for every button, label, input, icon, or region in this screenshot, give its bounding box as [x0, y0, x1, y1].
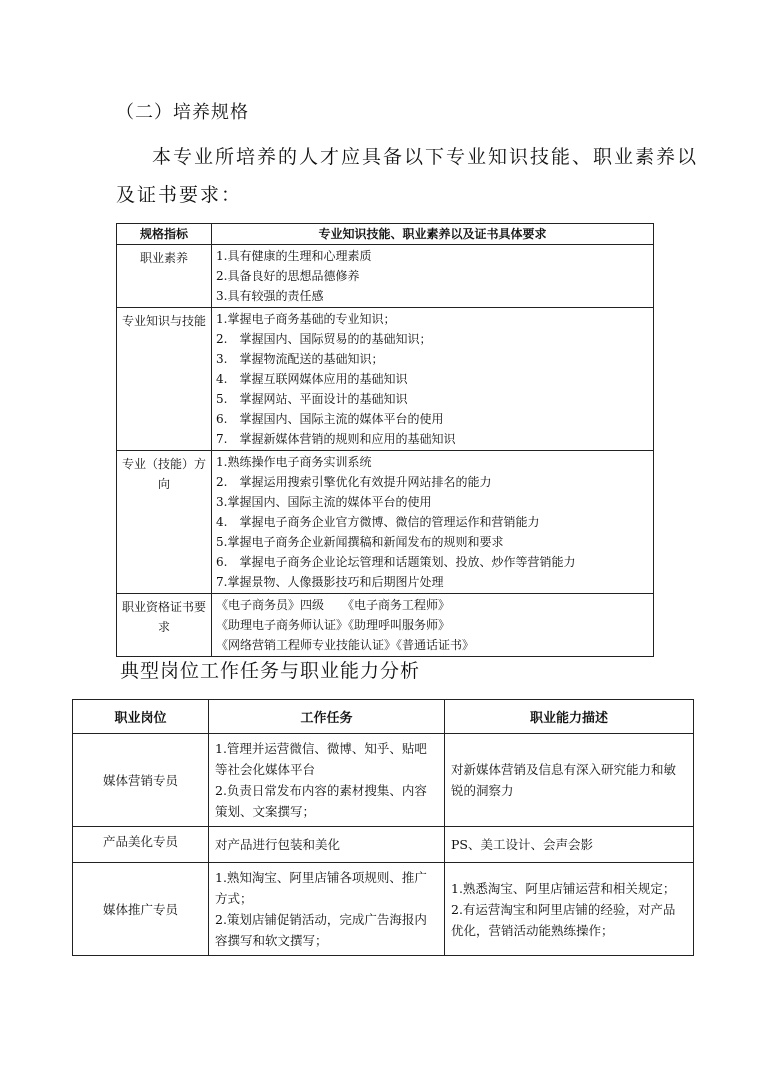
- post-cell: 媒体营销专员: [73, 734, 209, 827]
- list-item: 《电子商务员》四级 《电子商务工程师》: [216, 598, 451, 612]
- list-item: 1.掌握电子商务基础的专业知识；: [216, 312, 396, 326]
- list-item: 7. 掌握新媒体营销的规则和应用的基础知识: [216, 432, 456, 446]
- list-item: 6. 掌握国内、国际主流的媒体平台的使用: [216, 412, 444, 426]
- list-item: 4. 掌握电子商务企业官方微博、微信的管理运作和营销能力: [216, 515, 540, 529]
- task-cell: 1.管理并运营微信、微博、知乎、贴吧等社会化媒体平台 2.负责日常发布内容的素材搜集、内容策划、文案撰写；: [209, 734, 445, 827]
- row-items: [212, 594, 654, 657]
- table-row: [73, 863, 694, 956]
- list-item: 1.具有健康的生理和心理素质: [216, 249, 372, 263]
- post-cell: 媒体推广专员: [73, 863, 209, 956]
- table-row: [73, 734, 694, 827]
- row-category: 职业素养: [117, 245, 212, 308]
- list-item: 3.具有较强的责任感: [216, 289, 324, 303]
- row-items: [212, 451, 654, 594]
- header-spec-requirements: 专业知识技能、职业素养以及证书具体要求: [212, 224, 654, 245]
- ability-cell: PS、美工设计、会声会影: [445, 827, 694, 863]
- list-item: 1.熟练操作电子商务实训系统: [216, 455, 372, 469]
- row-category: 专业知识与技能: [117, 308, 212, 451]
- row-items: [212, 308, 654, 451]
- task-cell: 1.熟知淘宝、阿里店铺各项规则、推广方式； 2.策划店铺促销活动，完成广告海报内容撰写和软文撰写；: [209, 863, 445, 956]
- list-item: 5.掌握电子商务企业新闻撰稿和新闻发布的规则和要求: [216, 535, 504, 549]
- row-category: 专业（技能）方向: [117, 451, 212, 594]
- table-row: [73, 827, 694, 863]
- list-item: 3.掌握国内、国际主流的媒体平台的使用: [216, 495, 432, 509]
- list-item: 《网络营销工程师专业技能认证》《普通话证书》: [216, 638, 475, 652]
- header-spec-indicator: 规格指标: [117, 224, 212, 245]
- ability-cell: 对新媒体营销及信息有深入研究能力和敏锐的洞察力: [445, 734, 694, 827]
- intro-paragraph-line-1: 本专业所培养的人才应具备以下专业知识技能、职业素养以: [152, 146, 699, 168]
- table-header-row: [117, 224, 654, 245]
- list-item: 2. 掌握运用搜索引擎优化有效提升网站排名的能力: [216, 475, 492, 489]
- list-item: 《助理电子商务师认证》《助理呼叫服务师》: [216, 618, 451, 632]
- specification-table: [116, 223, 654, 657]
- table-row: [117, 308, 654, 451]
- table-header-row: [73, 700, 694, 734]
- header-post: 职业岗位: [73, 700, 209, 734]
- list-item: 3. 掌握物流配送的基础知识；: [216, 352, 384, 366]
- ability-cell: 1.熟悉淘宝、阿里店铺运营和相关规定； 2.有运营淘宝和阿里店铺的经验，对产品优化，营销活动能熟练操作；: [445, 863, 694, 956]
- list-item: 6. 掌握电子商务企业论坛管理和话题策划、投放、炒作等营销能力: [216, 555, 576, 569]
- task-cell: 对产品进行包装和美化: [209, 827, 445, 863]
- post-cell: 产品美化专员: [73, 827, 209, 863]
- table-row: [117, 451, 654, 594]
- list-item: 7.掌握景物、人像摄影技巧和后期图片处理: [216, 575, 444, 589]
- list-item: 4. 掌握互联网媒体应用的基础知识: [216, 372, 408, 386]
- list-item: 2. 掌握国内、国际贸易的的基础知识；: [216, 332, 432, 346]
- list-item: 5. 掌握网站、平面设计的基础知识: [216, 392, 408, 406]
- job-analysis-table: [72, 699, 694, 956]
- row-category: 职业资格证书要求: [117, 594, 212, 657]
- intro-paragraph-line-2: 及证书要求：: [116, 184, 243, 206]
- table-row: [117, 594, 654, 657]
- table-row: [117, 245, 654, 308]
- header-task: 工作任务: [209, 700, 445, 734]
- section-title-job-analysis: 典型岗位工作任务与职业能力分析: [120, 660, 421, 682]
- row-items: [212, 245, 654, 308]
- list-item: 2.具备良好的思想品德修养: [216, 269, 360, 283]
- section-heading: （二）培养规格: [116, 102, 249, 123]
- header-ability: 职业能力描述: [445, 700, 694, 734]
